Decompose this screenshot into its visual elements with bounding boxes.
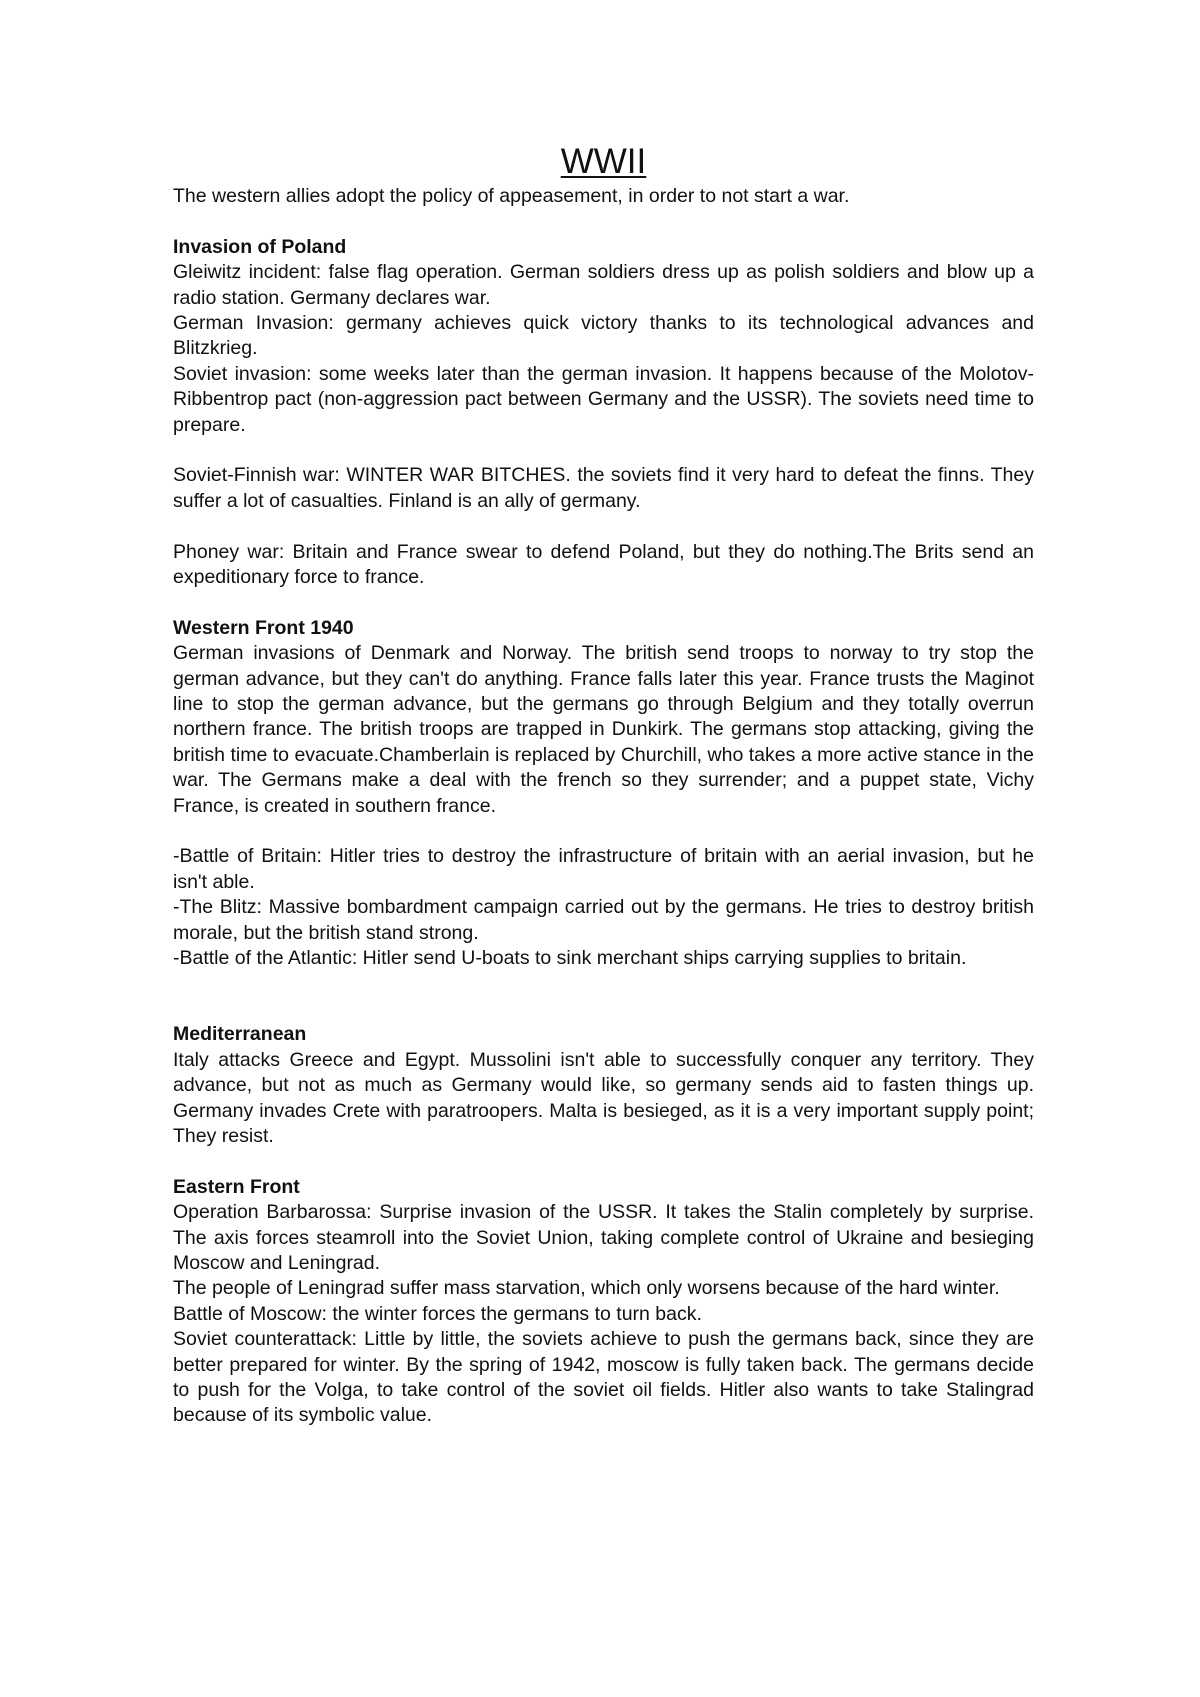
paragraph-blitz: -The Blitz: Massive bombardment campaign carried out by the germans. He tries to destroy british morale, but the british stand strong. bbox=[173, 896, 1034, 944]
spacer bbox=[173, 514, 1034, 539]
spacer bbox=[173, 1149, 1034, 1174]
paragraph-phoney-war: Phoney war: Britain and France swear to defend Poland, but they do nothing.The Brits send an expeditionary force to france. bbox=[173, 540, 1034, 589]
intro-paragraph: The western allies adopt the policy of appeasement, in order to not start a war. bbox=[173, 185, 850, 207]
paragraph-gleiwitz: Gleiwitz incident: false flag operation. German soldiers dress up as polish soldiers and blow up a radio station. Germany declares war. bbox=[173, 261, 1034, 309]
section-heading-western-front: Western Front 1940 bbox=[173, 616, 354, 639]
paragraph-battle-of-atlantic: -Battle of the Atlantic: Hitler send U-boats to sink merchant ships carrying supplies to britain. bbox=[173, 947, 967, 970]
spacer bbox=[173, 590, 1034, 615]
paragraph-barbarossa: Operation Barbarossa: Surprise invasion of the USSR. It takes the Stalin completely by surprise. The axis forces steamroll into the Soviet Union, taking complete control of Ukraine and besieging Moscow and Leningrad. bbox=[173, 1201, 1034, 1274]
paragraph-soviet-invasion: Soviet invasion: some weeks later than the german invasion. It happens because of the Molotov-Ribbentrop pact (non-aggression pact between Germany and the USSR). The soviets need time to prepare. bbox=[173, 362, 1034, 436]
paragraph-mediterranean: Italy attacks Greece and Egypt. Mussolini isn't able to successfully conquer any territory. They advance, but not as much as Germany would like, so germany sends aid to fasten things up. Germany invades Crete with paratroopers. Malta is besieged, as it is a very important supply point; They resist. bbox=[173, 1048, 1034, 1147]
paragraph-finnish-war: Soviet-Finnish war: WINTER WAR BITCHES. the soviets find it very hard to defeat the finns. They suffer a lot of casualties. Finland is an ally of germany. bbox=[173, 464, 1034, 512]
section-heading-poland: Invasion of Poland bbox=[173, 235, 347, 258]
document-page bbox=[173, 140, 1034, 1429]
paragraph-soviet-counterattack: Soviet counterattack: Little by little, the soviets achieve to push the germans back, since they are better prepared for winter. By the spring of 1942, moscow is fully taken back. The germans decide to push for the Volga, to take control of the soviet oil fields. Hitler also wants to take Stalingrad because of its symbolic value. bbox=[173, 1328, 1034, 1427]
spacer bbox=[173, 209, 1034, 234]
document-title: WWII bbox=[560, 142, 647, 181]
paragraph-western-front: German invasions of Denmark and Norway. The british send troops to norway to try stop the german advance, but they can't do anything. France falls later this year. France trusts the Maginot line to stop the german advance, but the germans go through Belgium and they totally overrun northern france. The british troops are trapped in Dunkirk. The germans stop attacking, giving the british time to evacuate.Chamberlain is replaced by Churchill, who takes a more active stance in the war. The Germans make a deal with the french so they surrender; and a puppet state, Vichy France, is created in southern france. bbox=[173, 642, 1034, 817]
spacer bbox=[173, 438, 1034, 463]
section-heading-eastern-front: Eastern Front bbox=[173, 1175, 300, 1198]
paragraph-battle-of-moscow: Battle of Moscow: the winter forces the germans to turn back. bbox=[173, 1302, 702, 1325]
section-heading-mediterranean: Mediterranean bbox=[173, 1023, 307, 1046]
paragraph-battle-of-britain: -Battle of Britain: Hitler tries to destroy the infrastructure of britain with an aerial invasion, but he isn't able. bbox=[173, 845, 1034, 893]
paragraph-leningrad: The people of Leningrad suffer mass starvation, which only worsens because of the hard winter. bbox=[173, 1277, 1000, 1300]
spacer bbox=[173, 972, 1034, 1023]
spacer bbox=[173, 819, 1034, 844]
paragraph-german-invasion: German Invasion: germany achieves quick victory thanks to its technological advances and Blitzkrieg. bbox=[173, 312, 1034, 360]
